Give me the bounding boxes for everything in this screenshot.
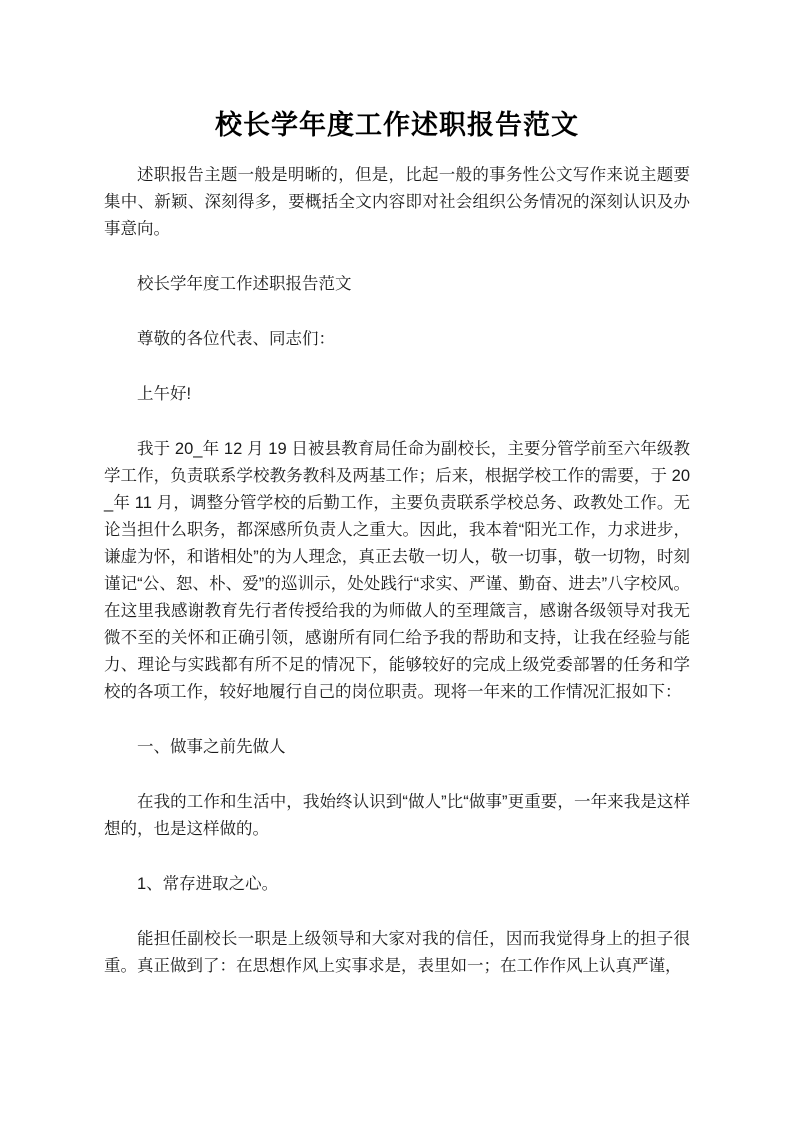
- greeting-line: 上午好!: [137, 385, 192, 403]
- section-heading-one: 一、做事之前先做人: [137, 738, 286, 756]
- section-body-paragraph: 在我的工作和生活中，我始终认识到“做人”比“做事”更重要，一年来我是这样想的，也是这样做的。: [104, 793, 690, 838]
- subsection-body-paragraph: 能担任副校长一职是上级领导和大家对我的信任，因而我觉得身上的担子很重。真正做到了：在思想作风上实事求是，表里如一；在工作作风上认真严谨，: [104, 930, 690, 975]
- overview-body-paragraph: 我于 20_年 12 月 19 日被县教育局任命为副校长，主要分管学前至六年级教学工作，负责联系学校教务教科及两基工作；后来，根据学校工作的需要，于 20_年 11 月，调整分管学校的后勤工作，主要负责联系学校总务、政教处工作。无论当担什么职务，都深感所负责人之重大。因此，我本着“阳光工作，力求进步，谦虚为怀，和谐相处”的为人理念，真正去敬一切人，敬一切事，敬一切物，时刻谨记“公、恕、朴、爱”的巡训示，处处践行“求实、严谨、勤奋、进去”八字校风。在这里我感谢教育先行者传授给我的为师做人的至理箴言，感谢各级领导对我无微不至的关怀和正确引领，感谢所有同仁给予我的帮助和支持，让我在经验与能力、理论与实践都有所不足的情况下，能够较好的完成上级党委部署的任务和学校的各项工作，较好地履行自己的岗位职责。现将一年来的工作情况汇报如下：: [104, 440, 690, 701]
- document-title: 校长学年度工作述职报告范文: [215, 110, 579, 140]
- document-subtitle: 校长学年度工作述职报告范文: [137, 275, 352, 293]
- intro-paragraph: 述职报告主题一般是明晰的，但是，比起一般的事务性公文写作来说主题要集中、新颖、深刻得多，要概括全文内容即对社会组织公务情况的深刻认识及办事意向。: [104, 166, 690, 238]
- subsection-heading-1: 1、常存进取之心。: [137, 875, 279, 893]
- salutation-line: 尊敬的各位代表、同志们：: [137, 330, 335, 348]
